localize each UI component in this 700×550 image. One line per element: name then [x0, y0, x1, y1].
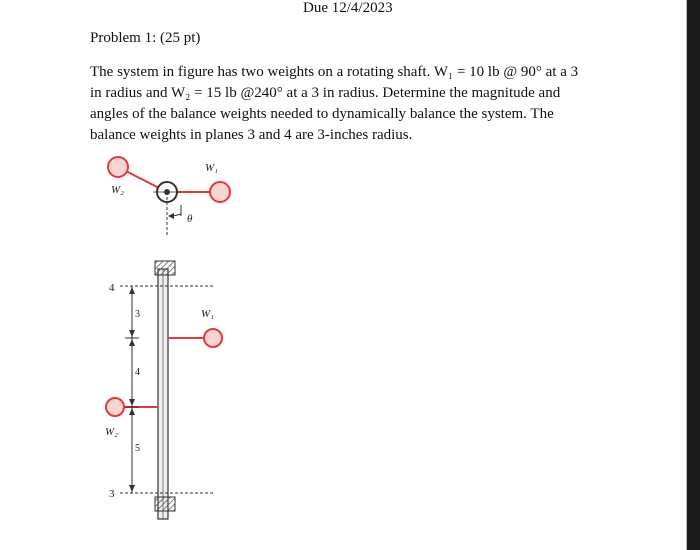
problem-title: Problem 1: (25 pt) — [90, 30, 201, 46]
dim-arrow — [129, 408, 135, 415]
dim-label-3: 3 — [135, 309, 140, 320]
problem-line: in radius and W₂ = 15 lb @240° at a 3 in radius. Determine the magnitude and — [90, 85, 561, 101]
problem-line: angles of the balance weights needed to dynamically balance the system. The — [90, 106, 554, 122]
dim-arrow — [129, 339, 135, 346]
w2-label: W₂ — [111, 184, 124, 196]
figure-side-view — [95, 255, 255, 525]
dim-arrow — [129, 485, 135, 492]
w1-label: W₁ — [205, 162, 218, 174]
theta-arrowhead — [168, 213, 174, 219]
problem-line: balance weights in planes 3 and 4 are 3-inches radius. — [90, 127, 413, 143]
w1-weight — [204, 329, 222, 347]
w1-weight — [210, 182, 230, 202]
dim-arrow — [129, 287, 135, 294]
problem-line: The system in figure has two weights on a rotating shaft. W₁ = 10 lb @ 90° at a 3 — [90, 64, 579, 80]
dim-arrow — [129, 399, 135, 406]
w2-weight — [106, 398, 124, 416]
theta-label: θ — [187, 213, 193, 225]
plane-4-label: 4 — [109, 282, 115, 294]
w2-weight — [108, 157, 128, 177]
dim-label-5: 5 — [135, 443, 140, 454]
problem-statement — [90, 62, 630, 146]
due-date: Due 12/4/2023 — [303, 0, 393, 16]
plane-3-label: 3 — [109, 488, 115, 500]
w1-label: W₁ — [201, 308, 214, 320]
dim-label-4: 4 — [135, 367, 140, 378]
w2-label: W₂ — [105, 426, 118, 438]
bearing-bottom — [155, 497, 175, 511]
dim-arrow — [129, 330, 135, 337]
bearing-top — [155, 261, 175, 275]
figure-end-view — [95, 148, 255, 248]
